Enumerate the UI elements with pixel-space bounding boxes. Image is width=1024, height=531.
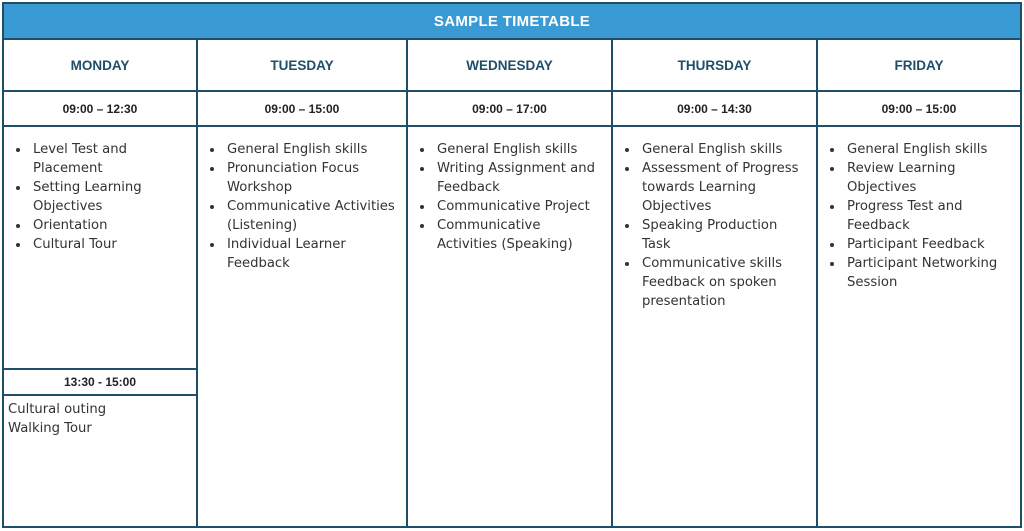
activity-list [408,127,611,254]
activity-item: • Communicative Activities (Listening) [224,197,398,235]
activity-item: • Communicative Project [434,197,603,216]
afternoon-time-slot: 13:30 - 15:00 [4,368,196,396]
activity-item: • Communicative Activities (Speaking) [434,216,603,254]
day-name: TUESDAY [198,40,406,92]
activity-item: • Progress Test and Feedback [844,197,1012,235]
day-column-thursday [613,40,818,526]
activity-item: • Individual Learner Feedback [224,235,398,273]
activity-item: • Level Test and Placement [30,140,188,178]
time-slot: 09:00 – 14:30 [613,92,816,127]
day-column-wednesday [408,40,613,526]
activity-item: • General English skills [844,140,1012,159]
timetable-title: SAMPLE TIMETABLE [433,12,591,30]
activity-item: • General English skills [639,140,808,159]
time-slot: 09:00 – 12:30 [4,92,196,127]
activity-item: • Cultural Tour [30,235,188,254]
activity-item: • Assessment of Progress towards Learning Objectives [639,159,808,216]
time-slot: 09:00 – 17:00 [408,92,611,127]
timetable [2,2,1022,528]
time-slot: 09:00 – 15:00 [198,92,406,127]
day-name: FRIDAY [818,40,1020,92]
activity-item: • General English skills [434,140,603,159]
afternoon-activity: Cultural outing [8,402,107,417]
activity-list [198,127,406,273]
activity-item: • Review Learning Objectives [844,159,1012,197]
time-slot: 09:00 – 15:00 [818,92,1020,127]
day-column-tuesday [198,40,408,526]
day-name: THURSDAY [613,40,816,92]
activity-item: • Participant Networking Session [844,254,1012,292]
timetable-title-bar [4,4,1020,40]
activity-item: • Writing Assignment and Feedback [434,159,603,197]
activity-list [4,127,196,254]
afternoon-activities [8,400,193,438]
activity-list [818,127,1020,292]
activity-item: • Communicative skills Feedback on spoken presentation [639,254,808,311]
day-column-friday [818,40,1020,526]
activity-item: • General English skills [224,140,398,159]
activity-item: • Setting Learning Objectives [30,178,188,216]
activity-item: • Orientation [30,216,188,235]
activity-item: • Participant Feedback [844,235,1012,254]
afternoon-activity: Walking Tour [8,421,92,436]
day-name: MONDAY [4,40,196,92]
day-column-monday [4,40,198,526]
activity-item: • Speaking Production Task [639,216,808,254]
day-name: WEDNESDAY [408,40,611,92]
activity-item: • Pronunciation Focus Workshop [224,159,398,197]
activity-list [613,127,816,311]
